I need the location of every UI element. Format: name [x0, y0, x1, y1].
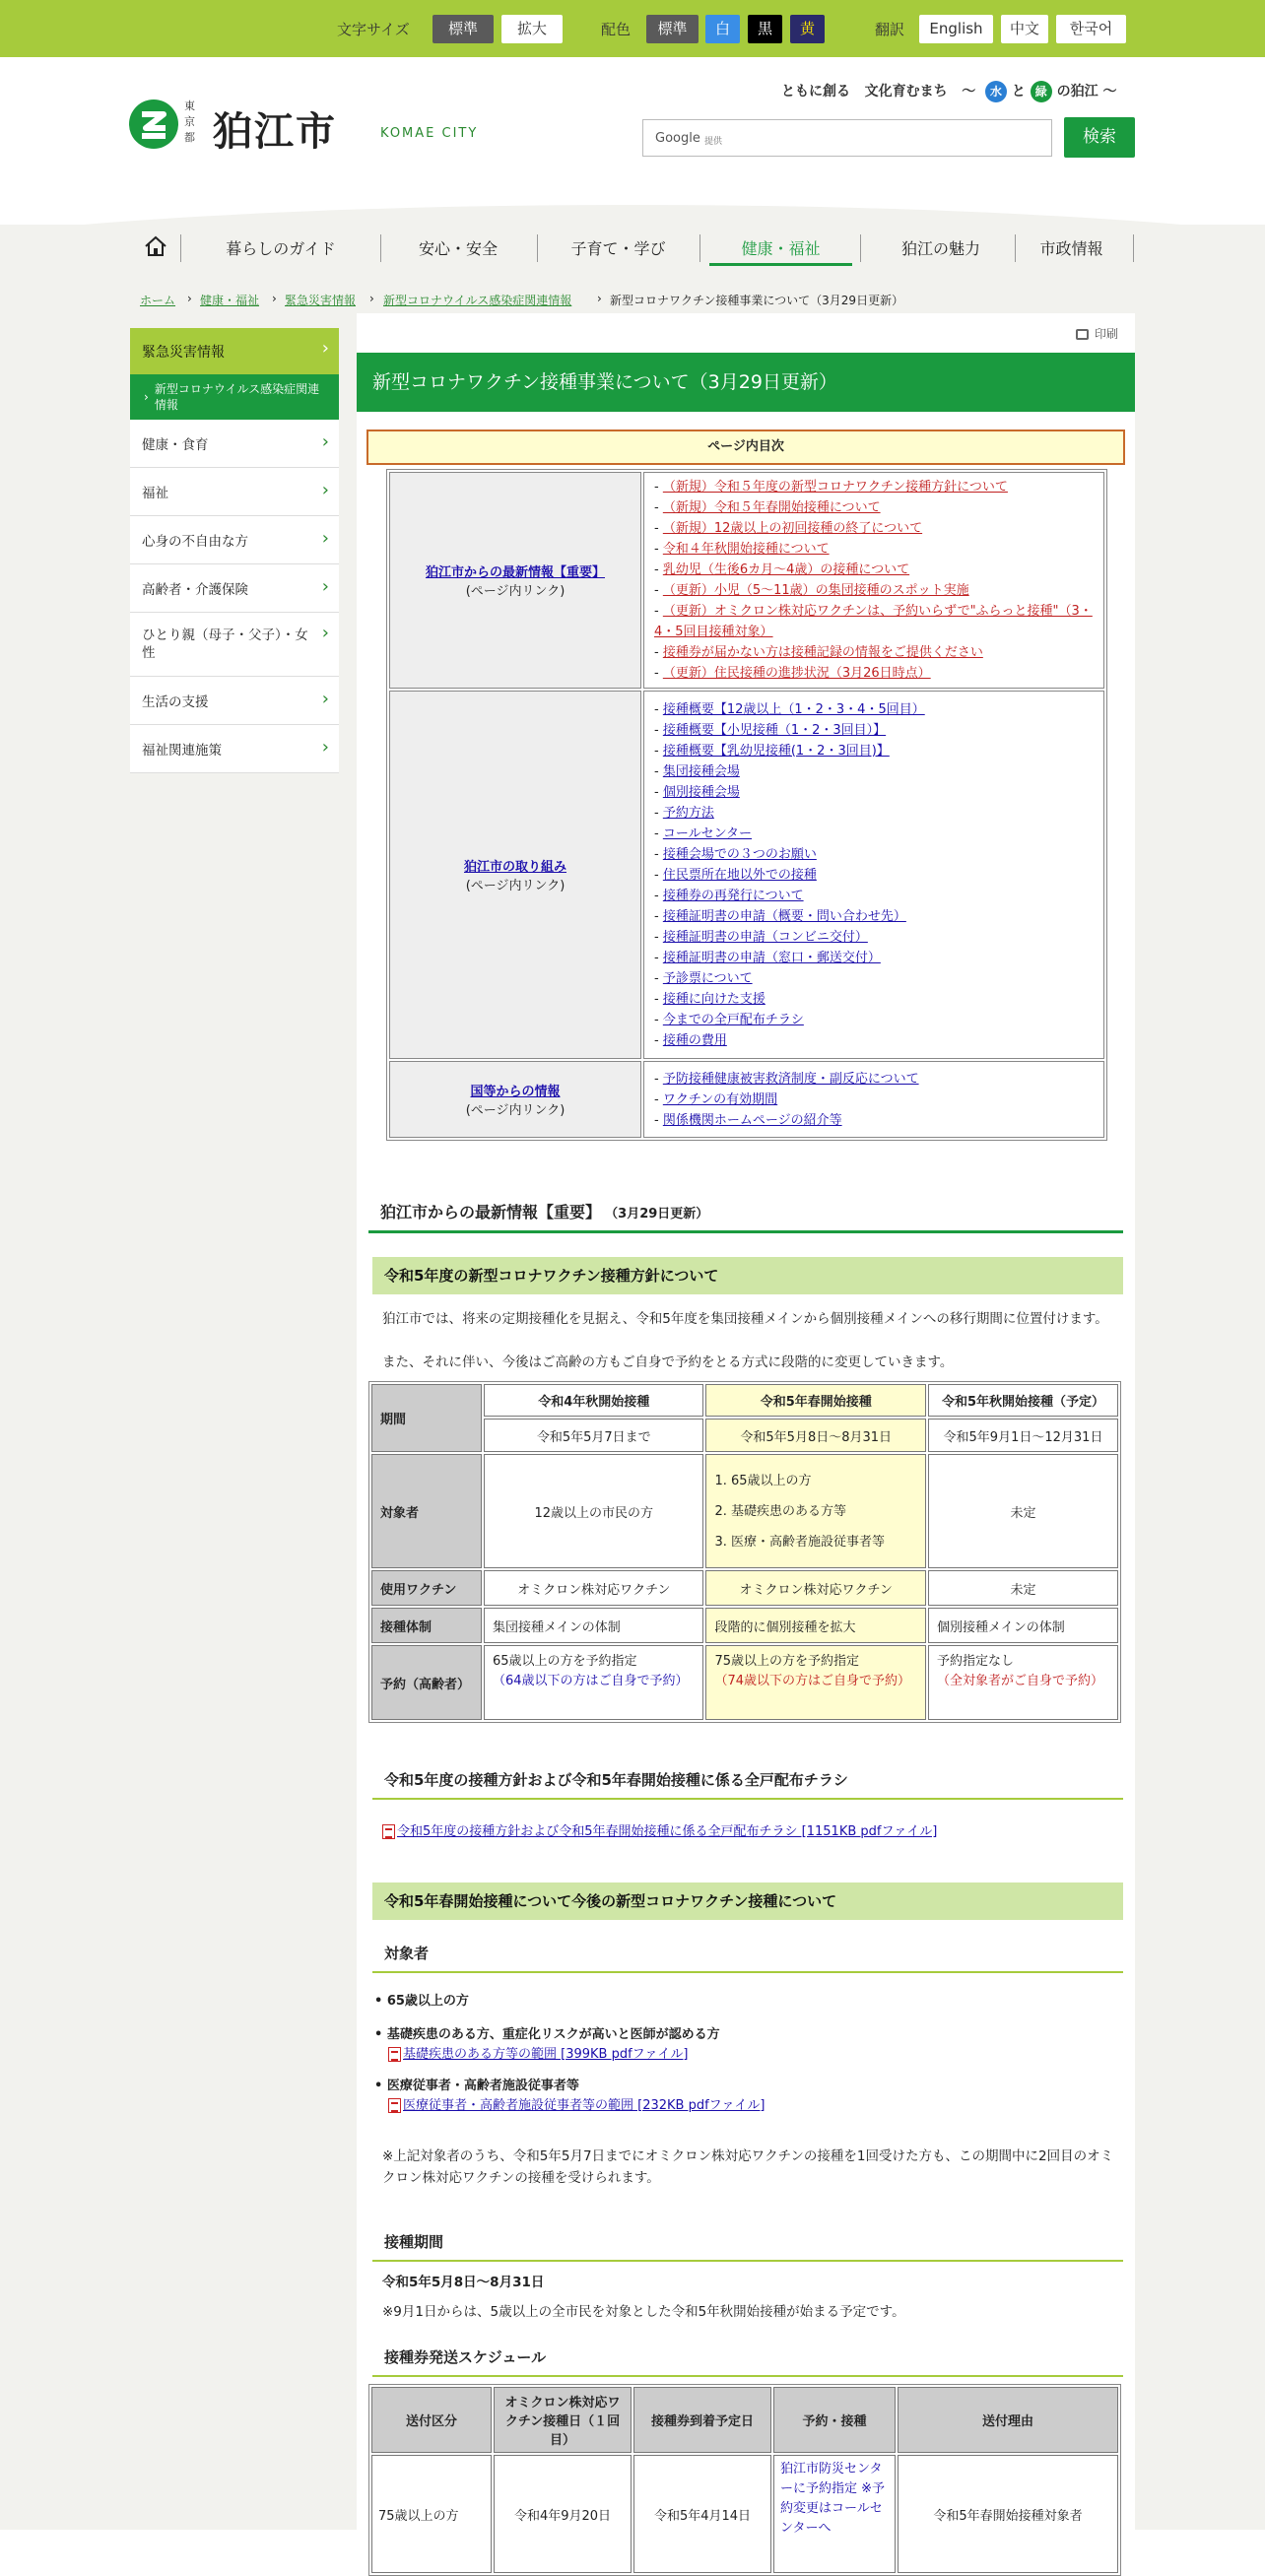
search-button[interactable]: 検索: [1064, 117, 1135, 158]
target-cell: 12歳以上の市民の方: [484, 1454, 703, 1568]
policy-title: 令和5年度の新型コロナワクチン接種方針について: [372, 1257, 1123, 1294]
target-heading: 対象者: [372, 1943, 1123, 1973]
logo-tokyo-3: 都: [184, 131, 195, 144]
toc-note: (ページ内リンク): [465, 584, 566, 599]
toc-link[interactable]: 予診票について: [662, 970, 753, 986]
target-medical: 医療従事者・高齢者施設従事者等: [386, 2079, 579, 2093]
toc-link[interactable]: 接種券が届かない方は接種記録の情報をご提供ください: [662, 645, 983, 660]
logo-tokyo-1: 東: [184, 99, 195, 112]
crumb-sep: ›: [272, 292, 277, 305]
toc-link[interactable]: 接種会場での３つのお願い: [662, 846, 817, 862]
city-name: 狛江市: [213, 109, 337, 155]
nav-safety[interactable]: 安心・安全: [418, 239, 498, 258]
toc-note: (ページ内リンク): [465, 879, 566, 893]
pdf-icon: [388, 2098, 401, 2113]
crumb-sep: ›: [369, 292, 374, 305]
period-note: ※9月1日からは、5歳以上の全市民を対象とした令和5年秋開始接種が始まる予定です。: [382, 2304, 905, 2320]
google-brand: Google: [655, 131, 700, 146]
print-label: 印刷: [1095, 327, 1119, 341]
target-disease: 基礎疾患のある方、重症化リスクが高いと医師が認める方: [386, 2027, 720, 2042]
latest-heading-date: （3月29日更新）: [605, 1207, 709, 1222]
booking-main: 予約指定なし: [936, 1654, 1014, 1669]
vaccine-cell: オミクロン株対応ワクチン: [484, 1570, 703, 1606]
crumb-health[interactable]: 健康・福祉: [200, 294, 260, 307]
booking-main: 75歳以上の方を予約指定: [714, 1654, 860, 1669]
system-cell: 個別接種メインの体制: [928, 1608, 1118, 1643]
sidebar-item-life-support[interactable]: 生活の支援 ›: [130, 677, 339, 725]
search-input[interactable]: [642, 119, 1052, 157]
schedule-cell: 令和5年4月14日: [633, 2455, 771, 2573]
schedule-heading: 接種券発送スケジュール: [372, 2346, 1123, 2377]
color-standard-button[interactable]: 標準: [646, 15, 699, 43]
slogan-part-1: ともに創る: [781, 84, 850, 99]
schedule-header: 接種券到着予定日: [633, 2387, 771, 2453]
sidebar-item-disability[interactable]: 心身の不自由な方 ›: [130, 516, 339, 564]
toc-note: (ページ内リンク): [465, 1103, 566, 1118]
sidebar-sub-label: 新型コロナウイルス感染症関連情報: [154, 382, 320, 412]
target-item: 2. 基礎疾患のある方等: [714, 1503, 847, 1519]
english-button[interactable]: English: [919, 15, 993, 43]
toc-table: [386, 469, 1107, 1141]
row-header-booking: 予約（高齢者）: [371, 1645, 482, 1720]
slogan-to: と: [1011, 84, 1026, 99]
target-elderly: 65歳以上の方: [386, 1994, 469, 2009]
toc-link[interactable]: （更新）オミクロン株対応ワクチンは、予約いらずで"ふらっと接種"（3・4・5回目接種対象）: [654, 604, 1093, 639]
toc-link[interactable]: 接種概要【小児接種（1・2・3回目）】: [662, 722, 887, 738]
toc-group-latest[interactable]: 狛江市からの最新情報【重要】: [425, 565, 605, 580]
toc-group-komae[interactable]: 狛江市の取り組み: [463, 860, 566, 875]
toc-link[interactable]: （更新）小児（5～11歳）の集団接種のスポット実施: [662, 583, 969, 598]
toc-link[interactable]: 令和４年秋開始接種について: [662, 542, 830, 557]
font-size-label: 文字サイズ: [337, 21, 410, 38]
booking-note: （64歳以下の方はご自身で予約）: [493, 1674, 689, 1688]
city-emblem-icon: [128, 99, 179, 150]
sidebar-head[interactable]: [130, 328, 339, 374]
booking-cell: [928, 1645, 1118, 1720]
period-cell: 令和5年5月8日～8月31日: [705, 1419, 925, 1452]
toc-link[interactable]: （新規）12歳以上の初回接種の終了について: [662, 521, 923, 536]
schedule-cell: 狛江市防災センターに予約指定 ※予約変更はコールセンターへ: [773, 2455, 896, 2573]
printer-icon: [1076, 329, 1089, 340]
font-standard-button[interactable]: 標準: [433, 15, 494, 43]
color-yellow-button[interactable]: 黄: [790, 15, 825, 43]
period-cell: 令和5年5月7日まで: [484, 1419, 703, 1452]
sidebar-item-single-parent[interactable]: ひとり親（母子・父子）・女性 ›: [130, 613, 339, 677]
period-value: 令和5年5月8日～8月31日: [382, 2275, 545, 2290]
chevron-right-icon: ›: [144, 390, 149, 404]
crumb-corona[interactable]: 新型コロナウイルス感染症関連情報: [383, 294, 572, 307]
toc-link[interactable]: ワクチンの有効期間: [662, 1091, 778, 1107]
flyer-heading: 令和5年度の接種方針および令和5年春開始接種に係る全戸配布チラシ: [372, 1769, 1123, 1800]
policy-text-1: 狛江市では、将来の定期接種化を見据え、令和5年度を集団接種メインから個別接種メインへの移行期間に位置付けます。: [382, 1311, 1108, 1327]
page-title: 新型コロナワクチン接種事業について（3月29日更新）: [357, 353, 1135, 412]
city-name-en: KOMAE CITY: [380, 126, 479, 141]
col-header: 令和5年秋開始接種（予定）: [928, 1384, 1118, 1417]
print-button[interactable]: [1076, 325, 1118, 342]
color-black-button[interactable]: 黒: [748, 15, 782, 43]
toc-link[interactable]: 予約方法: [662, 805, 714, 821]
schedule-cell: 令和4年9月20日: [494, 2455, 632, 2573]
toc-link[interactable]: 関係機関ホームページの紹介等: [662, 1112, 842, 1128]
crumb-current: 新型コロナワクチン接種事業について（3月29日更新）: [610, 294, 904, 307]
nav-city-info[interactable]: 市政情報: [1039, 239, 1103, 258]
toc-national-list: - 予防接種健康被害救済制度・副反応について - ワクチンの有効期間 - 関係機関ホームページの紹介等: [643, 1061, 1104, 1138]
color-label: 配色: [601, 21, 632, 38]
schedule-table: [368, 2384, 1121, 2576]
row-header-system: 接種体制: [371, 1608, 482, 1643]
target-cell: [705, 1454, 925, 1568]
system-cell: 段階的に個別接種を拡大: [705, 1608, 925, 1643]
color-white-button[interactable]: 白: [705, 15, 740, 43]
toc-link[interactable]: 接種証明書の申請（コンビニ交付）: [662, 929, 868, 945]
toc-link[interactable]: 個別接種会場: [662, 784, 740, 800]
booking-note: （全対象者がご自身で予約）: [936, 1674, 1103, 1688]
toc-link[interactable]: 接種概要【12歳以上（1・2・3・4・5回目）: [662, 701, 925, 717]
pdf-icon: [388, 2047, 401, 2062]
row-header-period: 期間: [371, 1384, 482, 1452]
toc-link[interactable]: （新規）令和５年度の新型コロナワクチン接種方針について: [662, 480, 1008, 495]
target-item: 3. 医療・高齢者施設従事者等: [714, 1534, 886, 1550]
booking-main: 65歳以上の方を予約指定: [493, 1654, 637, 1669]
period-cell: 令和5年9月1日～12月31日: [928, 1419, 1118, 1452]
target-item: 1. 65歳以上の方: [714, 1473, 812, 1488]
slogan-part-4: の狛江 〜: [1056, 84, 1117, 99]
crumb-home[interactable]: ホーム: [140, 294, 176, 307]
toc-komae-list: - 接種概要【12歳以上（1・2・3・4・5回目） - 接種概要【小児接種（1・2・3回目）】 - 接種概要【乳幼児接種(1・2・3回目)】 - 集団接種会場 - 個別接種会場 - 予約方法 - コールセンター - 接種会場での３つのお願い - 住民票所在地以外での接種 - 接種券の再発行について - 接種証明書の申請（概要・問い合わせ先） - 接種証明書の申請（コンビニ交付） - 接種証明書の申請（窓口・郵送交付） - 予診票について - 接種に向けた支援 - 今までの全戸配布チラシ - 接種の費用: [643, 691, 1104, 1059]
policy-table: [368, 1381, 1121, 1723]
sidebar-item-welfare[interactable]: 福祉 ›: [130, 468, 339, 516]
toc-latest-list: - （新規）令和５年度の新型コロナワクチン接種方針について - （新規）令和５年春開始接種について - （新規）12歳以上の初回接種の終了について - 令和４年秋開始接種について - 乳幼児（生後6カ月～4歳）の接種について - （更新）小児（5～11歳）の集団接種のスポット実施 - （更新）オミクロン株対応ワクチンは、予約いらずで"ふらっと接種"（3・4・5回目接種対象） - 接種券が届かない方は接種記録の情報をご提供ください - （更新）住民接種の進捗状況（3月26日時点）: [643, 472, 1104, 689]
flyer-pdf-link[interactable]: 令和5年度の接種方針および令和5年春開始接種に係る全戸配布チラシ [1151KB pdfファイル]: [397, 1824, 938, 1839]
schedule-cell: 75歳以上の方: [371, 2455, 492, 2573]
nav-health-welfare[interactable]: 健康・福祉: [709, 234, 852, 266]
toc-link[interactable]: 集団接種会場: [662, 763, 740, 779]
period-heading: 接種期間: [372, 2231, 1123, 2262]
toc-link[interactable]: 今までの全戸配布チラシ: [662, 1012, 804, 1027]
translate-label: 翻訳: [875, 21, 905, 38]
sidebar-head-label: 緊急災害情報: [142, 344, 225, 361]
nav-childcare[interactable]: 子育て・学び: [570, 239, 666, 258]
city-logo[interactable]: [128, 97, 493, 155]
chevron-right-icon: ›: [321, 338, 329, 359]
city-slogan: [781, 81, 1117, 102]
toc-link[interactable]: 接種の費用: [662, 1032, 727, 1048]
disease-pdf-link[interactable]: 基礎疾患のある方等の範囲 [399KB pdfファイル]: [403, 2047, 689, 2062]
medical-pdf-link[interactable]: 医療従事者・高齢者施設従事者等の範囲 [232KB pdfファイル]: [403, 2098, 766, 2113]
booking-note: （74歳以下の方はご自身で予約）: [714, 1674, 911, 1688]
logo-tokyo-2: 京: [184, 115, 195, 128]
row-header-target: 対象者: [371, 1454, 482, 1568]
spring-title: 令和5年春開始接種について今後の新型コロナワクチン接種について: [372, 1882, 1123, 1920]
schedule-header: 予約・接種: [773, 2387, 896, 2453]
toc-link[interactable]: （更新）住民接種の進捗状況（3月26日時点）: [662, 666, 931, 681]
booking-cell: [484, 1645, 703, 1720]
toc-link[interactable]: 接種概要【乳幼児接種(1・2・3回目)】: [662, 743, 890, 759]
schedule-header: オミクロン株対応ワクチン接種日（１回目）: [494, 2387, 632, 2453]
toc-link[interactable]: 予防接種健康被害救済制度・副反応について: [662, 1071, 919, 1087]
toc-title: ページ内目次: [366, 429, 1125, 465]
toc-link[interactable]: 接種に向けた支援: [662, 991, 766, 1007]
toc-link[interactable]: 接種証明書の申請（概要・問い合わせ先）: [662, 908, 906, 924]
flyer-link-row: [382, 1820, 937, 1839]
nav-komae-charm[interactable]: 狛江の魅力: [900, 239, 980, 258]
toc-link[interactable]: 住民票所在地以外での接種: [662, 867, 817, 883]
col-header: 令和5年春開始接種: [705, 1384, 925, 1417]
home-icon[interactable]: [143, 234, 168, 258]
sidebar-item-welfare-policy[interactable]: 福祉関連施策 ›: [130, 725, 339, 773]
sidebar-item-elderly[interactable]: 高齢者・介護保険 ›: [130, 564, 339, 613]
target-cell: 未定: [928, 1454, 1118, 1568]
crumb-sep: ›: [597, 292, 602, 305]
accessibility-bar: [0, 0, 1265, 57]
vaccine-cell: オミクロン株対応ワクチン: [705, 1570, 925, 1606]
slogan-part-3: 〜: [962, 84, 976, 99]
latest-heading: [368, 1200, 1123, 1233]
crumb-sep: ›: [187, 292, 192, 305]
crumb-emergency[interactable]: 緊急災害情報: [285, 294, 357, 307]
nav-living-guide[interactable]: 暮らしのガイド: [226, 239, 336, 258]
chinese-button[interactable]: 中文: [1001, 15, 1048, 43]
target-list: • 65歳以上の方 • 基礎疾患のある方、重症化リスクが高いと医師が認める方 基礎疾患のある方等の範囲 [399KB pdfファイル] • 医療従事者・高齢者施設従事者等 医療従事者・高齢者施設従事者等の範囲 [232KB pdfファイル]: [374, 1994, 766, 2113]
latest-heading-text: 狛江市からの最新情報【重要】: [380, 1203, 602, 1222]
col-header: 令和4年秋開始接種: [484, 1384, 703, 1417]
site-header: [0, 57, 1265, 225]
toc-link[interactable]: コールセンター: [662, 826, 753, 841]
sidebar-sub-corona[interactable]: [130, 374, 339, 420]
google-brand-sub: 提供: [704, 137, 723, 147]
schedule-header: 送付理由: [898, 2387, 1118, 2453]
sidebar-item-food[interactable]: 健康・食育 ›: [130, 420, 339, 468]
schedule-cell: 令和5年春開始接種対象者: [898, 2455, 1118, 2573]
toc-link[interactable]: 接種券の再発行について: [662, 888, 804, 903]
target-note: ※上記対象者のうち、令和5年5月7日までにオミクロン株対応ワクチンの接種を1回受けた方も、この期間中に2回目のオミクロン株対応ワクチンの接種を受けられます。: [382, 2148, 1114, 2186]
main-content: [357, 313, 1135, 2536]
row-header-vaccine: 使用ワクチン: [371, 1570, 482, 1606]
schedule-header: 送付区分: [371, 2387, 492, 2453]
booking-cell: [705, 1645, 925, 1720]
toc-link[interactable]: 接種証明書の申請（窓口・郵送交付）: [662, 950, 881, 965]
slogan-part-2: 文化育むまち: [864, 84, 948, 99]
pdf-icon: [382, 1824, 395, 1839]
policy-text-2: また、それに伴い、今後はご高齢の方もご自身で予約をとる方式に段階的に変更していきます。: [382, 1354, 954, 1370]
toc-group-national[interactable]: 国等からの情報: [470, 1085, 561, 1099]
toc-link[interactable]: （新規）令和５年春開始接種について: [662, 500, 881, 515]
toc-link[interactable]: 乳幼児（生後6カ月～4歳）の接種について: [662, 562, 910, 577]
green-badge: 緑: [1031, 81, 1052, 102]
water-badge: 水: [985, 81, 1007, 102]
vaccine-cell: 未定: [928, 1570, 1118, 1606]
korean-button[interactable]: 한국어: [1056, 15, 1126, 43]
font-large-button[interactable]: 拡大: [501, 15, 563, 43]
sidebar: [130, 328, 339, 773]
system-cell: 集団接種メインの体制: [484, 1608, 703, 1643]
